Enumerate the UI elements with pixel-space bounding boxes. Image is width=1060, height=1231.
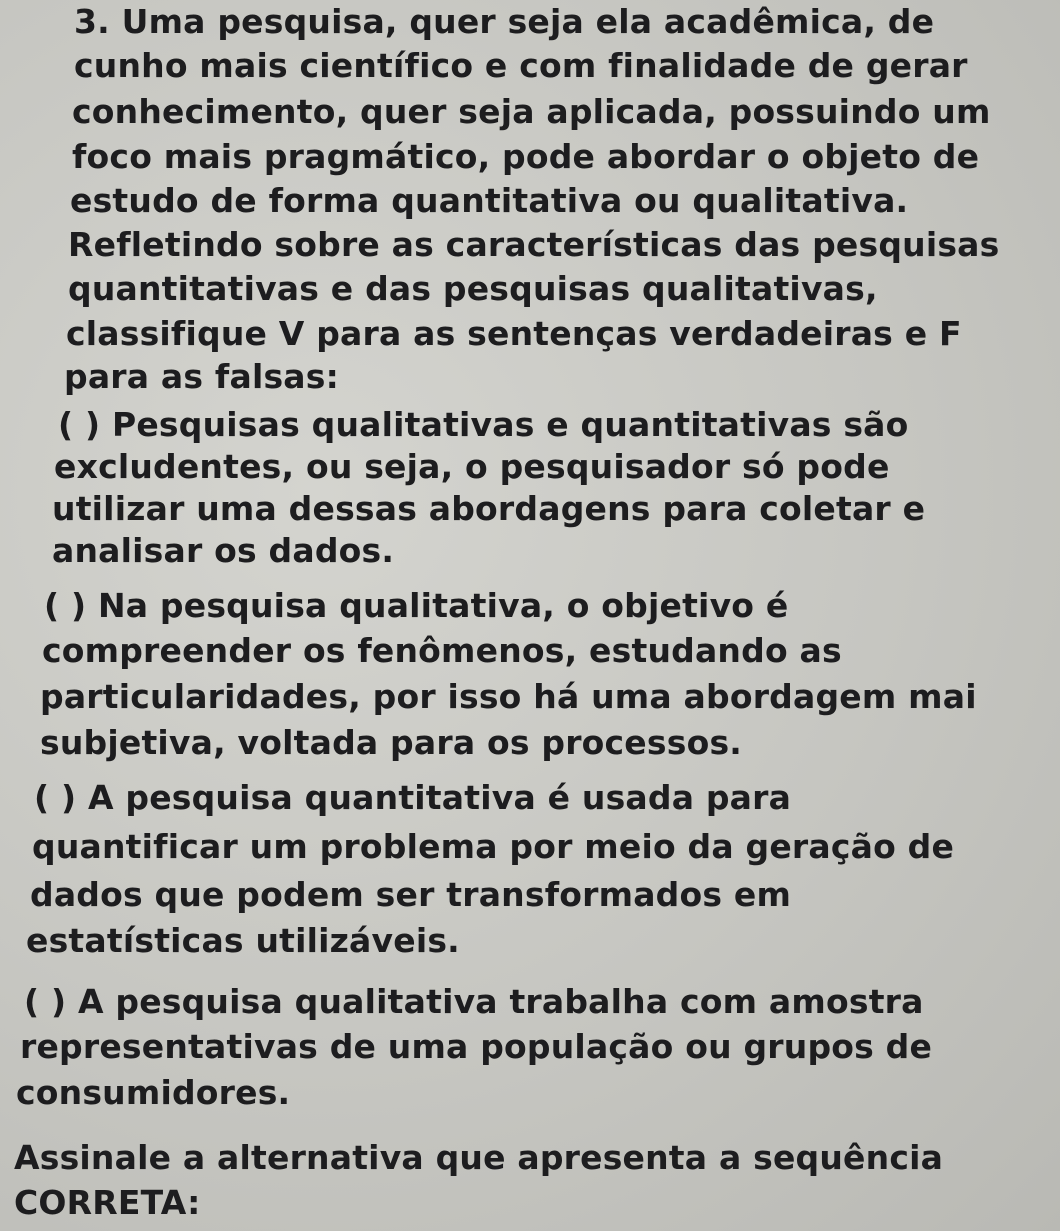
instruction-line-1: Assinale a alternativa que apresenta a sequência <box>14 1138 944 1177</box>
intro-line-4: foco mais pragmático, pode abordar o objeto de <box>72 137 980 176</box>
statement-3-line-3: dados que podem ser transformados em <box>30 875 792 914</box>
statement-2-line-1: ( ) Na pesquisa qualitativa, o objetivo é <box>44 586 789 625</box>
statement-2-line-2: compreender os fenômenos, estudando as <box>42 631 842 670</box>
intro-line-2: cunho mais científico e com finalidade de gerar <box>74 46 968 85</box>
intro-line-7: quantitativas e das pesquisas qualitativas, <box>68 269 878 308</box>
statement-4-line-3: consumidores. <box>16 1073 291 1112</box>
intro-line-8: classifique V para as sentenças verdadeiras e F <box>66 314 962 353</box>
statement-1-line-2: excludentes, ou seja, o pesquisador só pode <box>54 447 890 486</box>
intro-line-6: Refletindo sobre as características das pesquisas <box>68 225 1000 264</box>
statement-2-line-4: subjetiva, voltada para os processos. <box>40 723 743 762</box>
statement-1-line-4: analisar os dados. <box>52 531 395 570</box>
statement-4-line-2: representativas de uma população ou grupos de <box>20 1027 933 1066</box>
intro-line-5: estudo de forma quantitativa ou qualitativa. <box>70 181 909 220</box>
statement-3-line-4: estatísticas utilizáveis. <box>26 921 460 960</box>
instruction-line-2: CORRETA: <box>14 1183 201 1222</box>
statement-1-line-1: ( ) Pesquisas qualitativas e quantitativas são <box>58 405 909 444</box>
statement-3-line-2: quantificar um problema por meio da geração de <box>32 827 955 866</box>
statement-2-line-3: particularidades, por isso há uma abordagem mai <box>40 677 977 716</box>
intro-line-1: 3. Uma pesquisa, quer seja ela acadêmica, de <box>74 2 935 41</box>
statement-4-line-1: ( ) A pesquisa qualitativa trabalha com amostra <box>24 982 924 1021</box>
statement-3-line-1: ( ) A pesquisa quantitativa é usada para <box>34 778 792 817</box>
statement-1-line-3: utilizar uma dessas abordagens para coletar e <box>52 489 926 528</box>
intro-line-3: conhecimento, quer seja aplicada, possuindo um <box>72 92 991 131</box>
intro-line-9: para as falsas: <box>64 357 340 396</box>
